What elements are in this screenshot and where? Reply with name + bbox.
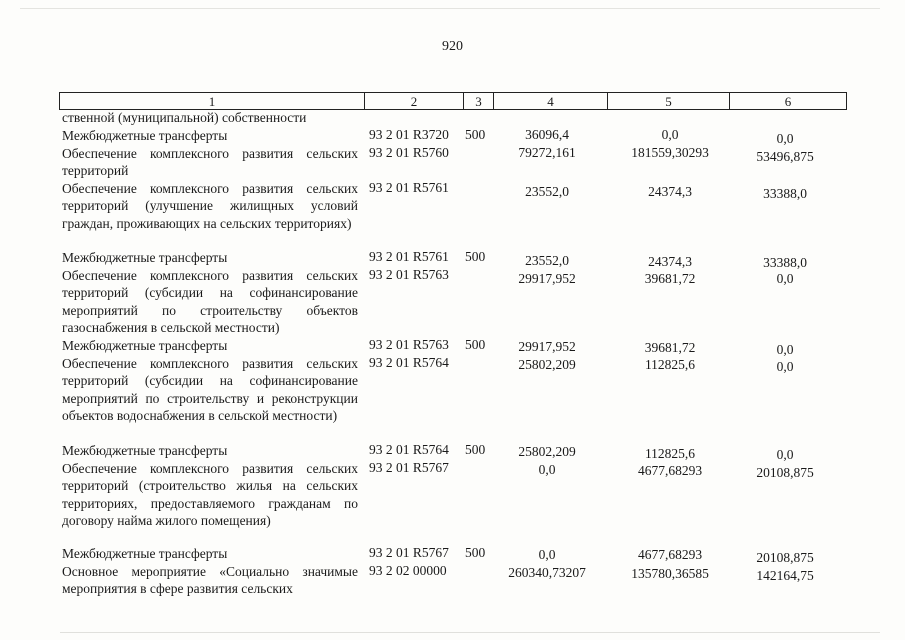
row-description: Обеспечение комплексного развития сельских территорий (субсидии на софинансирование мероприятий по строительству объектов газоснабжения в сельской местности) xyxy=(62,268,358,335)
row-value-5: 0,0 xyxy=(661,127,679,142)
row-vr: 500 xyxy=(465,337,486,352)
table-header xyxy=(59,92,847,110)
header-col-3: 3 xyxy=(464,93,494,109)
row-value-4: 0,0 xyxy=(538,547,556,562)
scan-edge-top xyxy=(20,8,880,9)
row-value-6: 0,0 xyxy=(776,131,794,146)
scan-edge-bottom xyxy=(60,632,880,633)
row-value-4: 29917,952 xyxy=(518,339,576,354)
row-value-4: 260340,73207 xyxy=(508,565,586,580)
row-code: 93 2 01 R5761 xyxy=(369,249,449,264)
row-description: Обеспечение комплексного развития сельских территорий (строительство жилья на сельских территориях, предоставляемого гражданам по договору найма жилого помещения) xyxy=(62,461,358,528)
header-col-2: 2 xyxy=(365,93,464,109)
row-vr: 500 xyxy=(465,249,486,264)
row-value-5: 39681,72 xyxy=(644,271,696,286)
row-value-5: 4677,68293 xyxy=(637,463,703,478)
row-value-4: 79272,161 xyxy=(518,145,576,160)
row-value-4: 29917,952 xyxy=(518,271,576,286)
row-value-5: 39681,72 xyxy=(644,340,696,355)
row-value-5: 24374,3 xyxy=(648,184,692,199)
header-col-5: 5 xyxy=(608,93,730,109)
row-description: Обеспечение комплексного развития сельских территорий (субсидии на софинансирование мероприятий по строительству и реконструкции объектов водоснабжения в сельской местности) xyxy=(62,356,358,423)
row-value-6: 53496,875 xyxy=(756,149,814,164)
row-value-6: 33388,0 xyxy=(763,186,807,201)
row-description: Межбюджетные трансферты xyxy=(62,443,228,458)
row-description: Межбюджетные трансферты xyxy=(62,250,228,265)
row-value-4: 36096,4 xyxy=(525,127,569,142)
row-code: 93 2 01 R5767 xyxy=(369,545,449,560)
row-value-5: 112825,6 xyxy=(644,446,696,461)
page-number: 920 xyxy=(442,39,463,54)
row-value-6: 0,0 xyxy=(776,271,794,286)
row-value-5: 135780,36585 xyxy=(631,566,709,581)
row-code: 93 2 01 R3720 xyxy=(369,127,449,142)
row-code: 93 2 01 R5764 xyxy=(369,442,449,457)
row-value-4: 23552,0 xyxy=(525,253,569,268)
row-value-6: 33388,0 xyxy=(763,255,807,270)
row-vr: 500 xyxy=(465,545,486,560)
row-description: Межбюджетные трансферты xyxy=(62,338,228,353)
row-value-6: 0,0 xyxy=(776,359,794,374)
row-value-6: 142164,75 xyxy=(756,568,814,583)
header-col-6: 6 xyxy=(784,94,792,109)
row-value-6: 0,0 xyxy=(776,342,794,357)
row-value-6: 0,0 xyxy=(776,447,794,462)
row-value-4: 25802,209 xyxy=(518,357,576,372)
header-col-1: 1 xyxy=(60,93,365,109)
row-value-5: 181559,30293 xyxy=(631,145,709,160)
row-value-4: 25802,209 xyxy=(518,444,576,459)
row-code: 93 2 01 R5763 xyxy=(369,337,449,352)
row-value-5: 112825,6 xyxy=(644,357,696,372)
header-col-4: 4 xyxy=(494,93,608,109)
row-code: 93 2 01 R5760 xyxy=(369,145,449,160)
row-value-4: 23552,0 xyxy=(525,184,569,199)
row-value-4: 0,0 xyxy=(538,462,556,477)
row-description: Обеспечение комплексного развития сельских территорий (улучшение жилищных условий граждан, проживающих на сельских территориях) xyxy=(62,181,358,231)
row-code: 93 2 01 R5761 xyxy=(369,180,449,195)
row-vr: 500 xyxy=(465,442,486,457)
row-description: Обеспечение комплексного развития сельских территорий xyxy=(62,146,358,179)
row-code: 93 2 01 R5767 xyxy=(369,460,449,475)
row-value-5: 4677,68293 xyxy=(637,547,703,562)
row-description: Межбюджетные трансферты xyxy=(62,546,228,561)
row-code: 93 2 01 R5764 xyxy=(369,355,449,370)
row-code: 93 2 02 00000 xyxy=(369,563,447,578)
row-description: ственной (муниципальной) собственности xyxy=(62,110,307,125)
row-value-6: 20108,875 xyxy=(756,465,814,480)
row-value-6: 20108,875 xyxy=(756,550,814,565)
row-value-5: 24374,3 xyxy=(648,254,692,269)
row-description: Межбюджетные трансферты xyxy=(62,128,228,143)
row-description: Основное мероприятие «Социально значимые мероприятия в сфере развития сельских xyxy=(62,564,358,597)
row-vr: 500 xyxy=(465,127,486,142)
row-code: 93 2 01 R5763 xyxy=(369,267,449,282)
